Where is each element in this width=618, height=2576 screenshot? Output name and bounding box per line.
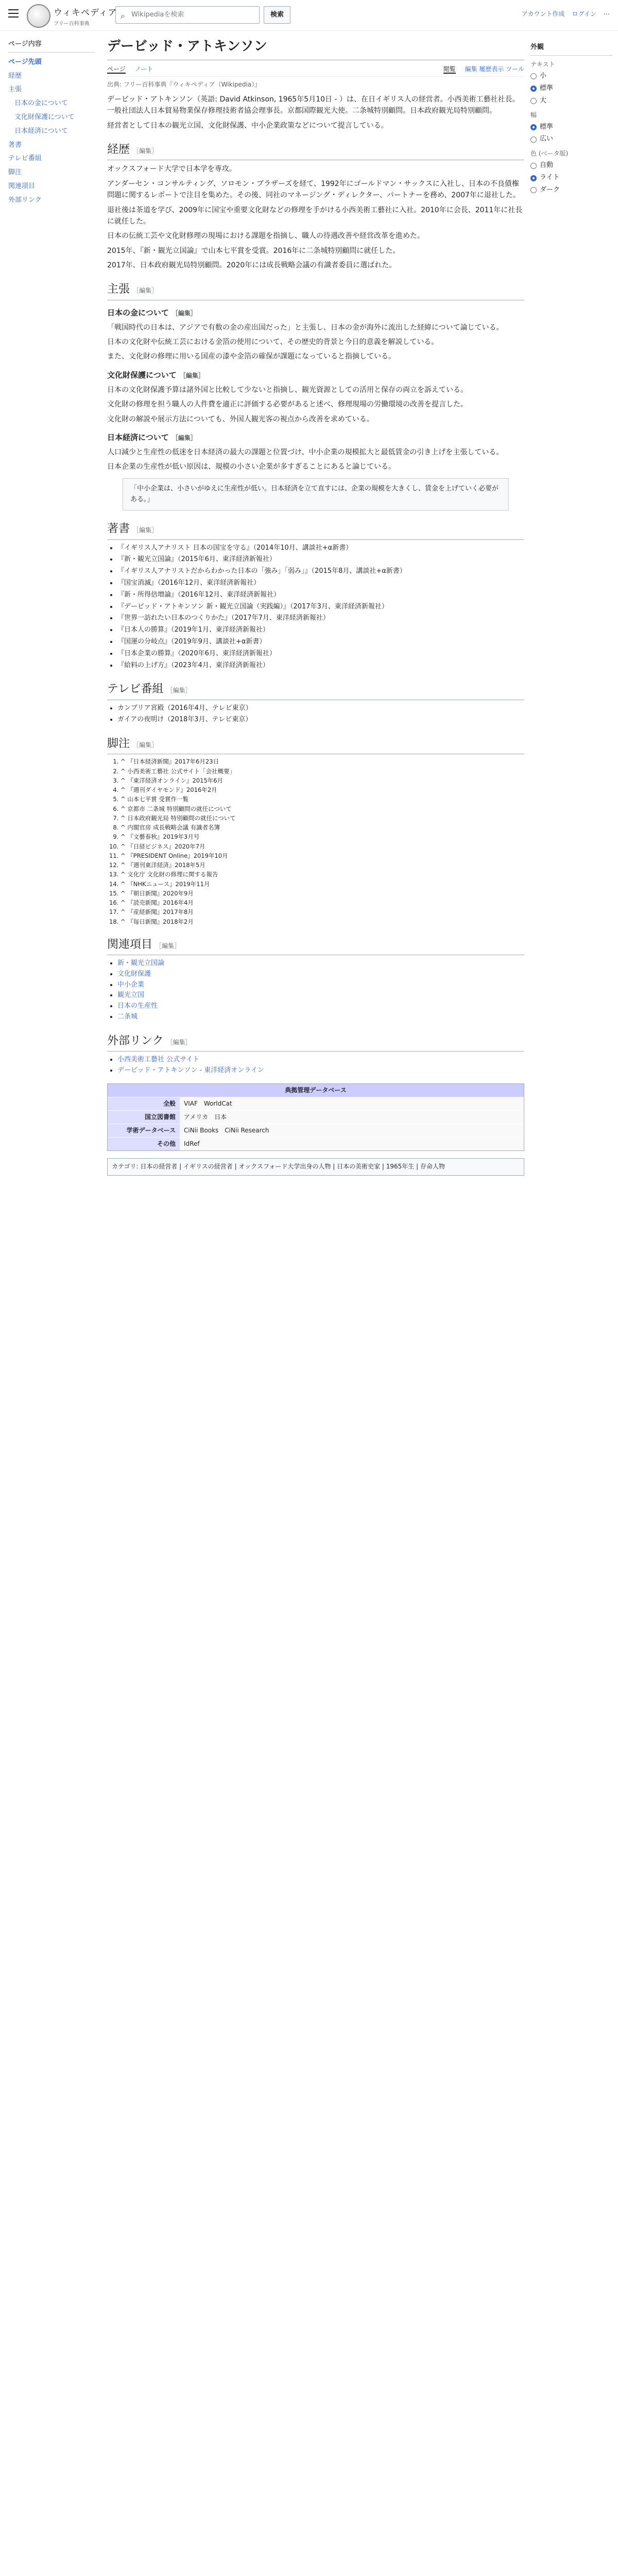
section-heading-related: 関連項目 ［編集］ — [107, 936, 524, 955]
edit-link[interactable]: ［編集］ — [133, 741, 158, 749]
list-item: • 『国宝消滅』（2016年12月、東洋経済新報社） — [117, 578, 524, 589]
navbox-title[interactable]: 典拠管理データベース — [108, 1084, 524, 1097]
paragraph: 日本の文化財や伝統工芸における金箔の使用について、その歴史的背景と今日的意義を解説している。 — [107, 338, 439, 347]
tab-tools[interactable]: ツール — [506, 65, 524, 73]
edit-link[interactable]: ［編集］ — [133, 147, 158, 155]
radio-icon[interactable] — [530, 187, 537, 193]
paragraph: 文化財の修理を担う職人の人件費を適正に評価する必要があると述べ、修理現場の労働環境の改善を提言した。 — [107, 400, 468, 409]
list-item: • 『新・所得倍増論』（2016年12月、東洋経済新報社） — [117, 590, 524, 601]
intro-paragraph: 経営者として日本の観光立国、文化財保護、中小企業政策などについて提言している。 — [107, 121, 388, 130]
list-item: • カンブリア宮殿（2016年4月、テレビ東京） — [117, 703, 524, 714]
create-account-link[interactable]: アカウント作成 — [521, 10, 565, 18]
subsection-heading-economy: 日本経済について ［編集］ — [107, 432, 197, 442]
edit-link[interactable]: ［編集］ — [133, 287, 158, 295]
edit-link[interactable]: ［編集］ — [171, 434, 197, 442]
login-link[interactable]: ログイン — [572, 10, 596, 18]
toc-item[interactable]: 主張 — [8, 86, 22, 94]
tab-talk[interactable]: ノート — [134, 65, 153, 73]
wikipedia-logo-icon[interactable] — [27, 4, 50, 28]
option-label: 自動 — [540, 161, 554, 170]
toc-heading: ページ内容 — [8, 39, 95, 53]
page-tabs — [107, 62, 524, 77]
reference-item[interactable]: 14. ^ 『NHKニュース』2019年11月 — [121, 880, 524, 889]
option-label: ライト — [540, 174, 560, 182]
list-item: • 『デービッド・アトキンソン 新・観光立国論（実践編）』（2017年3月、東洋経済新報社） — [117, 602, 524, 613]
external-link[interactable]: 小西美術工藝社 公式サイト — [117, 1055, 200, 1063]
section-heading-external: 外部リンク ［編集］ — [107, 1032, 524, 1052]
subsection-heading-culture: 文化財保護について ［編集］ — [107, 370, 204, 380]
navbox-label: その他 — [108, 1138, 180, 1150]
edit-link[interactable]: ［編集］ — [171, 309, 197, 317]
radio-icon[interactable] — [530, 86, 537, 92]
reference-item[interactable]: 13. ^ 文化庁 文化財の修理に関する報告 — [121, 870, 524, 879]
subsection-heading-gold: 日本の金について ［編集］ — [107, 308, 197, 317]
edit-link[interactable]: ［編集］ — [166, 1038, 192, 1046]
toc-item[interactable]: 文化財保護について — [14, 113, 75, 121]
site-subtitle: フリー百科事典 — [54, 21, 90, 27]
tab-history[interactable]: 履歴表示 — [479, 65, 504, 73]
toc-item[interactable]: 日本の金について — [14, 99, 68, 108]
site-title: ウィキペディア — [54, 8, 117, 18]
authority-navbox — [107, 1083, 524, 1151]
reference-item[interactable]: 2. ^ 小西美術工藝社 公式サイト「会社概要」 — [121, 767, 524, 776]
quote-box: 「中小企業は、小さいがゆえに生産性が低い。日本経済を立て直すには、企業の規模を大きくし、賃金を上げていく必要がある。」 — [123, 478, 509, 511]
categories-box[interactable]: カテゴリ: 日本の経営者 | イギリスの経営者 | オックスフォード大学出身の人物 | 日本の美術史家 | 1965年生 | 存命人物 — [107, 1158, 524, 1175]
reference-item[interactable]: 17. ^ 『産経新聞』2017年8月 — [121, 908, 524, 917]
list-item: • 『イギリス人アナリストだからわかった日本の「強み」「弱み」』（2015年8月、講談社+α新書） — [117, 566, 524, 577]
navbox-value[interactable]: アメリカ 日本 — [180, 1111, 524, 1124]
radio-icon[interactable] — [530, 98, 537, 104]
paragraph: オックスフォード大学で日本学を専攻。 — [107, 165, 236, 174]
text-size-label: テキスト — [530, 60, 555, 68]
option-label: 大 — [540, 96, 547, 105]
search-input[interactable]: ⌕ Wikipediaを検索 — [115, 6, 260, 24]
navbox-label: 学術データベース — [108, 1124, 180, 1137]
radio-icon[interactable] — [530, 124, 537, 130]
reference-item[interactable]: 10. ^ 『日経ビジネス』2020年7月 — [121, 842, 524, 851]
list-item: • 『世界一訪れたい日本のつくりかた』（2017年7月、東洋経済新報社） — [117, 613, 524, 624]
tab-read[interactable]: 閲覧 — [443, 65, 456, 73]
page-title: デービッド・アトキンソン — [107, 36, 524, 60]
appearance-panel — [530, 36, 613, 197]
tab-edit[interactable]: 編集 — [465, 65, 477, 73]
edit-link[interactable]: ［編集］ — [133, 527, 158, 534]
toc-sidebar — [0, 36, 103, 208]
list-item: • 『給料の上げ方』（2023年4月、東洋経済新報社） — [117, 660, 524, 671]
toc-item[interactable]: 経歴 — [8, 72, 22, 80]
section-heading-books: 著書 ［編集］ — [107, 520, 524, 539]
tv-list — [117, 703, 524, 726]
site-header — [0, 0, 618, 31]
edit-link[interactable]: ［編集］ — [156, 942, 181, 950]
toc-item[interactable]: 外部リンク — [8, 196, 42, 204]
paragraph: また、文化財の修理に用いる国産の漆や金箔の確保が課題になっていると指摘している。 — [107, 352, 396, 361]
related-link[interactable]: 日本の生産性 — [117, 1002, 158, 1010]
wordmark[interactable] — [54, 6, 117, 28]
personal-links — [522, 9, 610, 19]
toc-item[interactable]: 脚注 — [8, 168, 22, 177]
related-list — [117, 958, 524, 1023]
edit-link[interactable]: ［編集］ — [179, 371, 204, 379]
reference-item[interactable]: 1. ^ 『日本経済新聞』2017年6月23日 — [121, 757, 524, 766]
option-label: ダーク — [540, 185, 560, 194]
reference-item[interactable]: 4. ^ 『週刊ダイヤモンド』2016年2月 — [121, 786, 524, 794]
appearance-heading: 外観 — [530, 42, 613, 56]
reference-item[interactable]: 15. ^ 『朝日新聞』2020年9月 — [121, 889, 524, 898]
radio-icon[interactable] — [530, 137, 537, 143]
option-label: 標準 — [540, 123, 554, 131]
more-icon[interactable]: ⋯ — [604, 10, 610, 18]
reference-item[interactable]: 5. ^ 山本七平賞 受賞作一覧 — [121, 795, 524, 804]
width-label: 幅 — [530, 111, 537, 119]
intro-paragraph: デービッド・アトキンソン（英語: David Atkinson, 1965年5月10日 - ）は、在日イギリス人の経営者。小西美術工藝社社長。一般社団法人日本貿易物業保存修理技術者協会理事長。京都国際観光大使。二条城特別顧問。日本政府観光局特別顧問。 — [107, 95, 520, 115]
list-item: • 『イギリス人アナリスト 日本の国宝を守る』（2014年10月、講談社+α新書） — [117, 543, 524, 554]
paragraph: 2017年、日本政府観光局特別顧問。2020年には成長戦略会議の有識者委員に選ばれた。 — [107, 261, 397, 270]
radio-icon[interactable] — [530, 163, 537, 169]
tab-page[interactable]: ページ — [107, 65, 126, 73]
paragraph: 日本の文化財保護予算は諸外国と比較して少ないと指摘し、観光資源としての活用と保存の両立を訴えている。 — [107, 385, 468, 394]
section-heading-tv: テレビ番組 ［編集］ — [107, 680, 524, 700]
toc-item[interactable]: 関連項目 — [8, 182, 36, 190]
paragraph: アンダーセン・コンサルティング、ソロモン・ブラザーズを経て、1992年にゴールドマン・サックスに入社し、日本の不良債権問題に関するレポートで注目を集めた。その後、同社のマネージング・ディレクター、パートナーを務め、2007年に退社した。 — [107, 179, 520, 200]
menu-icon[interactable] — [8, 9, 19, 18]
reference-item[interactable]: 6. ^ 京都市 二条城 特別顧問の就任について — [121, 805, 524, 814]
toc-item[interactable]: テレビ番組 — [8, 155, 42, 163]
list-item: • 『日本人の勝算』（2019年1月、東洋経済新報社） — [117, 625, 524, 636]
source-note: 出典: フリー百科事典『ウィキペディア（Wikipedia）』 — [107, 80, 261, 88]
reference-item[interactable]: 3. ^ 『東洋経済オンライン』2015年6月 — [121, 776, 524, 785]
navbox-label: 全般 — [108, 1097, 180, 1110]
list-item: • 『日本企業の勝算』（2020年6月、東洋経済新報社） — [117, 649, 524, 659]
paragraph: 日本企業の生産性が低い原因は、規模の小さい企業が多すぎることにあると論じている。 — [107, 463, 396, 471]
reference-item[interactable]: 7. ^ 日本政府観光局 特別顧問の就任について — [121, 814, 524, 823]
navbox-value[interactable]: CiNii Books CiNii Research — [180, 1124, 524, 1137]
edit-link[interactable]: ［編集］ — [166, 687, 192, 694]
related-link[interactable]: 中小企業 — [117, 980, 145, 989]
reference-item[interactable]: 16. ^ 『読売新聞』2016年4月 — [121, 899, 524, 907]
reference-item[interactable]: 11. ^ 『PRESIDENT Online』2019年10月 — [121, 852, 524, 860]
section-heading-career: 経歴 ［編集］ — [107, 141, 524, 160]
list-item: • 『国運の分岐点』（2019年9月、講談社+α新書） — [117, 637, 524, 648]
paragraph: 文化財の解説や展示方法についても、外国人観光客の視点から改善を求めている。 — [107, 415, 374, 423]
reference-item[interactable]: 9. ^ 『文藝春秋』2019年3月号 — [121, 833, 524, 841]
reference-item[interactable]: 18. ^ 『毎日新聞』2018年2月 — [121, 918, 524, 926]
option-label: 小 — [540, 72, 547, 80]
option-label: 広い — [540, 135, 554, 143]
reference-item[interactable]: 12. ^ 『週刊東洋経済』2018年5月 — [121, 861, 524, 870]
list-item: • ガイアの夜明け（2018年3月、テレビ東京） — [117, 715, 524, 725]
radio-icon[interactable] — [530, 175, 537, 181]
paragraph: 2015年、『新・観光立国論』で山本七平賞を受賞。2016年に二条城特別顧問に就任した。 — [107, 246, 400, 255]
related-link[interactable]: 観光立国 — [117, 991, 145, 999]
color-label: 色 (ベータ版) — [530, 150, 569, 158]
toc-item[interactable]: 著書 — [8, 141, 22, 149]
navbox-value[interactable]: IdRef — [180, 1138, 524, 1150]
paragraph: 人口減少と生産性の低迷を日本経済の最大の課題と位置づけ、中小企業の規模拡大と最低賃金の引き上げを主張している。 — [107, 448, 504, 456]
related-link[interactable]: 二条城 — [117, 1012, 138, 1021]
related-link[interactable]: 新・観光立国論 — [117, 959, 165, 967]
toc-item[interactable]: ページ先頭 — [8, 58, 42, 66]
books-list — [117, 543, 524, 671]
search-button[interactable]: 検索 — [264, 6, 290, 24]
external-list — [117, 1055, 524, 1076]
section-heading-refs: 脚注 ［編集］ — [107, 735, 524, 754]
paragraph: 「戦国時代の日本は、アジアで有数の金の産出国だった」と主張し、日本の金が海外に流出した経緯について論じている。 — [107, 323, 504, 332]
toc-item[interactable]: 日本経済について — [14, 127, 68, 135]
main-content — [107, 36, 524, 1181]
related-link[interactable]: 文化財保護 — [117, 970, 151, 978]
navbox-value[interactable]: VIAF WorldCat — [180, 1097, 524, 1110]
navbox-label: 国立図書館 — [108, 1111, 180, 1124]
external-link[interactable]: デービッド・アトキンソン - 東洋経済オンライン — [117, 1066, 264, 1074]
option-label: 標準 — [540, 84, 554, 92]
list-item: • 『新・観光立国論』（2015年6月、東洋経済新報社） — [117, 554, 524, 565]
section-heading-claims: 主張 ［編集］ — [107, 280, 524, 300]
radio-icon[interactable] — [530, 73, 537, 79]
references-list — [121, 757, 524, 926]
paragraph: 退社後は茶道を学び、2009年に国宝や重要文化財などの修理を手がける小西美術工藝社に入社。2010年に会長、2011年に社長に就任した。 — [107, 206, 523, 226]
reference-item[interactable]: 8. ^ 内閣官房 成長戦略会議 有識者名簿 — [121, 823, 524, 832]
paragraph: 日本の伝統工芸や文化財修理の現場における課題を指摘し、職人の待遇改善や経営改革を進めた。 — [107, 232, 424, 241]
